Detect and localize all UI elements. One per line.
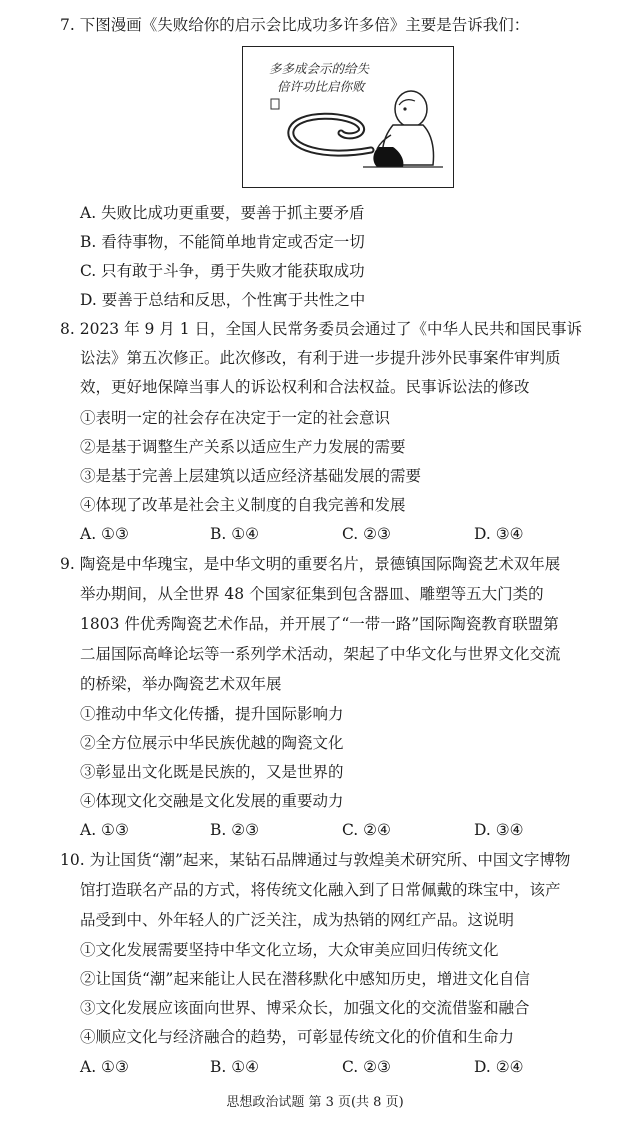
q9-item-3: ③彰显出文化既是民族的，又是世界的 [80,763,344,781]
q8-stem-line-3: 效，更好地保障当事人的诉讼权利和合法权益。民事诉讼法的修改 [80,378,530,396]
person-head-icon [395,91,427,127]
q10-item-2: ②让国货“潮”起来能让人民在潜移默化中感知历史，增进文化自信 [80,970,530,988]
q8-choices [80,523,560,545]
q7-option-a: A. 失败比成功更重要，要善于抓主要矛盾 [80,204,365,222]
q9-stem-line-2: 举办期间，从全世界 48 个国家征集到包含器皿、雕塑等五大门类的 [80,585,544,603]
q8-stem-line-1: 8. 2023 年 9 月 1 日，全国人民常务委员会通过了《中华人民共和国民事诉 [60,320,583,338]
q10-stem-line-3: 品受到中、外年轻人的广泛关注，成为热销的网红产品。这说明 [80,911,515,929]
q8-item-1: ①表明一定的社会存在决定于一定的社会意识 [80,409,391,427]
q9-choice-b: B. ②③ [210,821,260,839]
q9-stem-line-1: 9. 陶瓷是中华瑰宝，是中华文明的重要名片，景德镇国际陶瓷艺术双年展 [60,555,561,573]
q10-choice-a: A. ①③ [80,1058,129,1076]
q8-choice-d: D. ③④ [474,525,524,543]
q7-option-b: B. 看待事物，不能简单地肯定或否定一切 [80,233,365,251]
cartoon-seal-icon [271,99,279,109]
q9-stem-line-5: 的桥梁，举办陶瓷艺术双年展 [80,675,282,693]
q9-choice-a: A. ①③ [80,821,129,839]
q9-choice-c: C. ②④ [342,821,391,839]
q8-choice-a: A. ①③ [80,525,129,543]
q7-stem: 7. 下图漫画《失败给你的启示会比成功多许多倍》主要是告诉我们： [60,16,530,34]
q8-choice-b: B. ①④ [210,525,260,543]
cartoon-caption-line-2: 倍许功比启你败 [277,79,365,94]
q10-item-4: ④顺应文化与经济融合的趋势，可彰显传统文化的价值和生命力 [80,1028,515,1046]
q10-choices [80,1056,560,1078]
q8-item-3: ③是基于完善上层建筑以适应经济基础发展的需要 [80,467,422,485]
q9-choices [80,819,560,841]
q8-stem-line-2: 讼法》第五次修正。此次修改，有利于进一步提升涉外民事案件审判质 [80,349,561,367]
cartoon-drawing [243,47,453,187]
cartoon-caption-line-1: 多多成会示的给失 [269,61,370,76]
q9-choice-d: D. ③④ [474,821,524,839]
q7-option-d: D. 要善于总结和反思，个性寓于共性之中 [80,291,366,309]
q10-stem-line-1: 10. 为让国货“潮”起来，某钻石品牌通过与敦煌美术研究所、中国文字博物 [60,851,571,869]
q10-item-1: ①文化发展需要坚持中华文化立场，大众审美应回归传统文化 [80,941,499,959]
q10-choice-b: B. ①④ [210,1058,260,1076]
q7-cartoon-image [242,46,454,188]
q8-choice-c: C. ②③ [342,525,391,543]
page-footer: 思想政治试题 第 3 页(共 8 页) [226,1095,404,1110]
q9-item-1: ①推动中华文化传播，提升国际影响力 [80,705,344,723]
q9-item-2: ②全方位展示中华民族优越的陶瓷文化 [80,734,344,752]
q10-choice-d: D. ②④ [474,1058,524,1076]
q7-option-c: C. 只有敢于斗争，勇于失败才能获取成功 [80,262,365,280]
q9-item-4: ④体现文化交融是文化发展的重要动力 [80,792,344,810]
q10-item-3: ③文化发展应该面向世界、博采众长，加强文化的交流借鉴和融合 [80,999,530,1017]
q10-choice-c: C. ②③ [342,1058,391,1076]
q8-item-2: ②是基于调整生产关系以适应生产力发展的需要 [80,438,406,456]
q10-stem-line-2: 馆打造联名产品的方式，将传统文化融入到了日常佩戴的珠宝中，该产 [80,881,561,899]
q9-stem-line-3: 1803 件优秀陶瓷艺术作品，并开展了“一带一路”国际陶瓷教育联盟第 [80,615,559,633]
q9-stem-line-4: 二届国际高峰论坛等一系列学术活动，架起了中华文化与世界文化交流 [80,645,561,663]
q8-item-4: ④体现了改革是社会主义制度的自我完善和发展 [80,496,406,514]
